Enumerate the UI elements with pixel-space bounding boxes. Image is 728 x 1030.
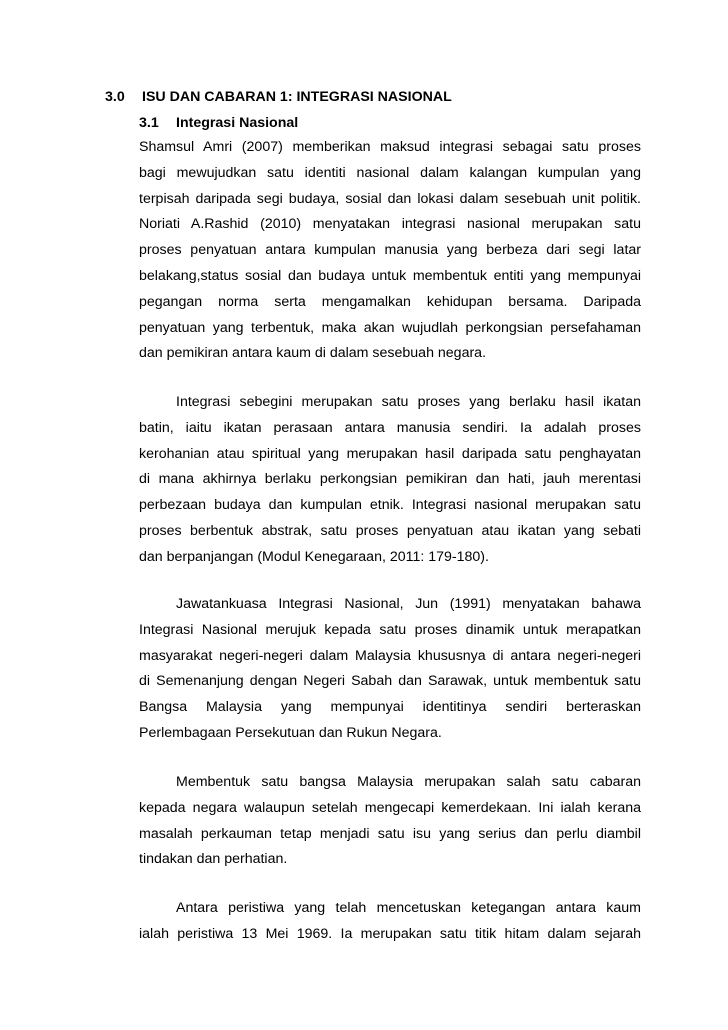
paragraph-2 [139,390,641,571]
section-number: 3.0 [105,89,125,105]
paragraph-5 [139,896,641,948]
paragraph-line: ialah peristiwa 13 Mei 1969. Ia merupakan satu titik hitam dalam sejarah [139,925,641,942]
paragraph-line: dan pemikiran antara kaum di dalam sesebuah negara. [139,345,487,362]
paragraph-line: Perlembagaan Persekutuan dan Rukun Negara. [139,724,442,741]
subsection-number: 3.1 [139,115,159,131]
paragraph-line: batin, iaitu ikatan perasaan antara manusia sendiri. Ia adalah proses [139,419,641,436]
paragraph-line: Integrasi Nasional merujuk kepada satu proses dinamik untuk merapatkan [139,621,641,638]
section-title: ISU DAN CABARAN 1: INTEGRASI NASIONAL [142,89,452,105]
paragraph-line: perbezaan budaya dan kumpulan etnik. Integrasi nasional merupakan satu [139,497,641,514]
paragraph-line: proses penyatuan antara kumpulan manusia yang berbeza dari segi latar [139,242,641,259]
subsection-heading [139,115,298,131]
paragraph-line: Bangsa Malaysia yang mempunyai identitinya sendiri berteraskan [139,699,641,716]
paragraph-line: penyatuan yang terbentuk, maka akan wujudlah perkongsian persefahaman [139,319,641,336]
paragraph-line: Shamsul Amri (2007) memberikan maksud integrasi sebagai satu proses [139,139,641,155]
paragraph-line: Antara peristiwa yang telah mencetuskan ketegangan antara kaum [176,900,641,916]
paragraph-line: dan berpanjangan (Modul Kenegaraan, 2011: 179-180). [139,548,489,565]
paragraph-line: kerohanian atau spiritual yang merupakan hasil daripada satu penghayatan [139,445,641,462]
paragraph-line: masalah perkauman tetap menjadi satu isu yang serius dan perlu diambil [139,825,641,842]
paragraph-line: di mana akhirnya berlaku perkongsian pemikiran dan hati, jauh merentasi [139,471,641,488]
paragraph-line: Integrasi sebegini merupakan satu proses yang berlaku hasil ikatan [176,394,641,410]
section-heading [105,89,452,105]
paragraph-line: proses berbentuk abstrak, satu proses penyatuan atau ikatan yang sebati [139,522,641,539]
paragraph-line: Noriati A.Rashid (2010) menyatakan integrasi nasional merupakan satu [139,216,641,233]
paragraph-line: di Semenanjung dengan Negeri Sabah dan Sarawak, untuk membentuk satu [139,673,641,690]
paragraph-4 [139,770,641,873]
paragraph-1 [139,135,641,367]
paragraph-line: kepada negara walaupun setelah mengecapi kemerdekaan. Ini ialah kerana [139,799,641,816]
paragraph-line: masyarakat negeri-negeri dalam Malaysia khususnya di antara negeri-negeri [139,647,641,664]
paragraph-line: belakang,status sosial dan budaya untuk membentuk entiti yang mempunyai [139,267,641,284]
paragraph-3 [139,592,641,747]
paragraph-line: Jawatankuasa Integrasi Nasional, Jun (1991) menyatakan bahawa [176,596,641,612]
paragraph-line: Membentuk satu bangsa Malaysia merupakan salah satu cabaran [176,774,641,790]
paragraph-line: terpisah daripada segi budaya, sosial dan lokasi dalam sesebuah unit politik. [139,190,641,207]
paragraph-line: pegangan norma serta mengamalkan kehidupan bersama. Daripada [139,293,641,310]
paragraph-line: tindakan dan perhatian. [139,851,288,868]
subsection-title: Integrasi Nasional [176,115,299,131]
paragraph-line: bagi mewujudkan satu identiti nasional dalam kalangan kumpulan yang [139,164,641,181]
